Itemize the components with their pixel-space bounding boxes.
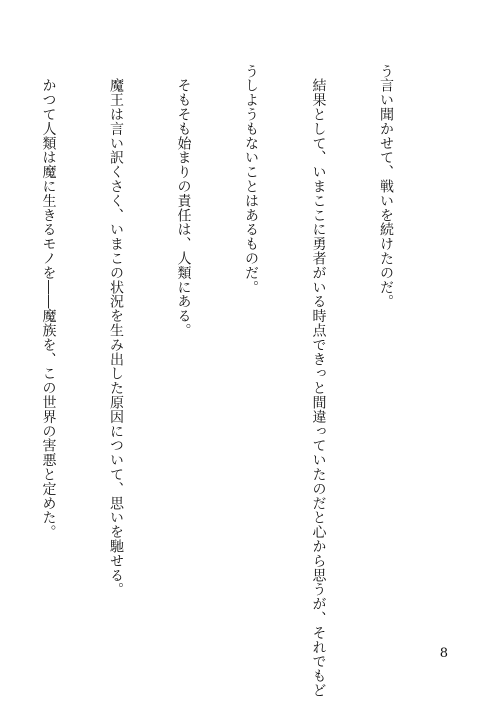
page-number: 8	[439, 646, 448, 661]
text-line: 魔王は言い訳くさく、いまこの状況を生み出した原因について、思いを馳せる。	[108, 64, 124, 597]
text-line: かつて人類は魔に生きるモノを――魔族を、この世界の害悪と定めた。	[40, 64, 57, 540]
text-line: そもそも始まりの責任は、人類にある。	[175, 64, 192, 338]
vertical-text-body	[0, 64, 442, 698]
text-line: う言い聞かせて、戦いを続けたのだ。	[378, 64, 394, 309]
text-line: 結果として、いまここに勇者がいる時点できっと間違っていたのだと心から思うが、それでもど	[310, 64, 327, 698]
text-line: うしようもないことはあるものだ。	[243, 64, 259, 295]
